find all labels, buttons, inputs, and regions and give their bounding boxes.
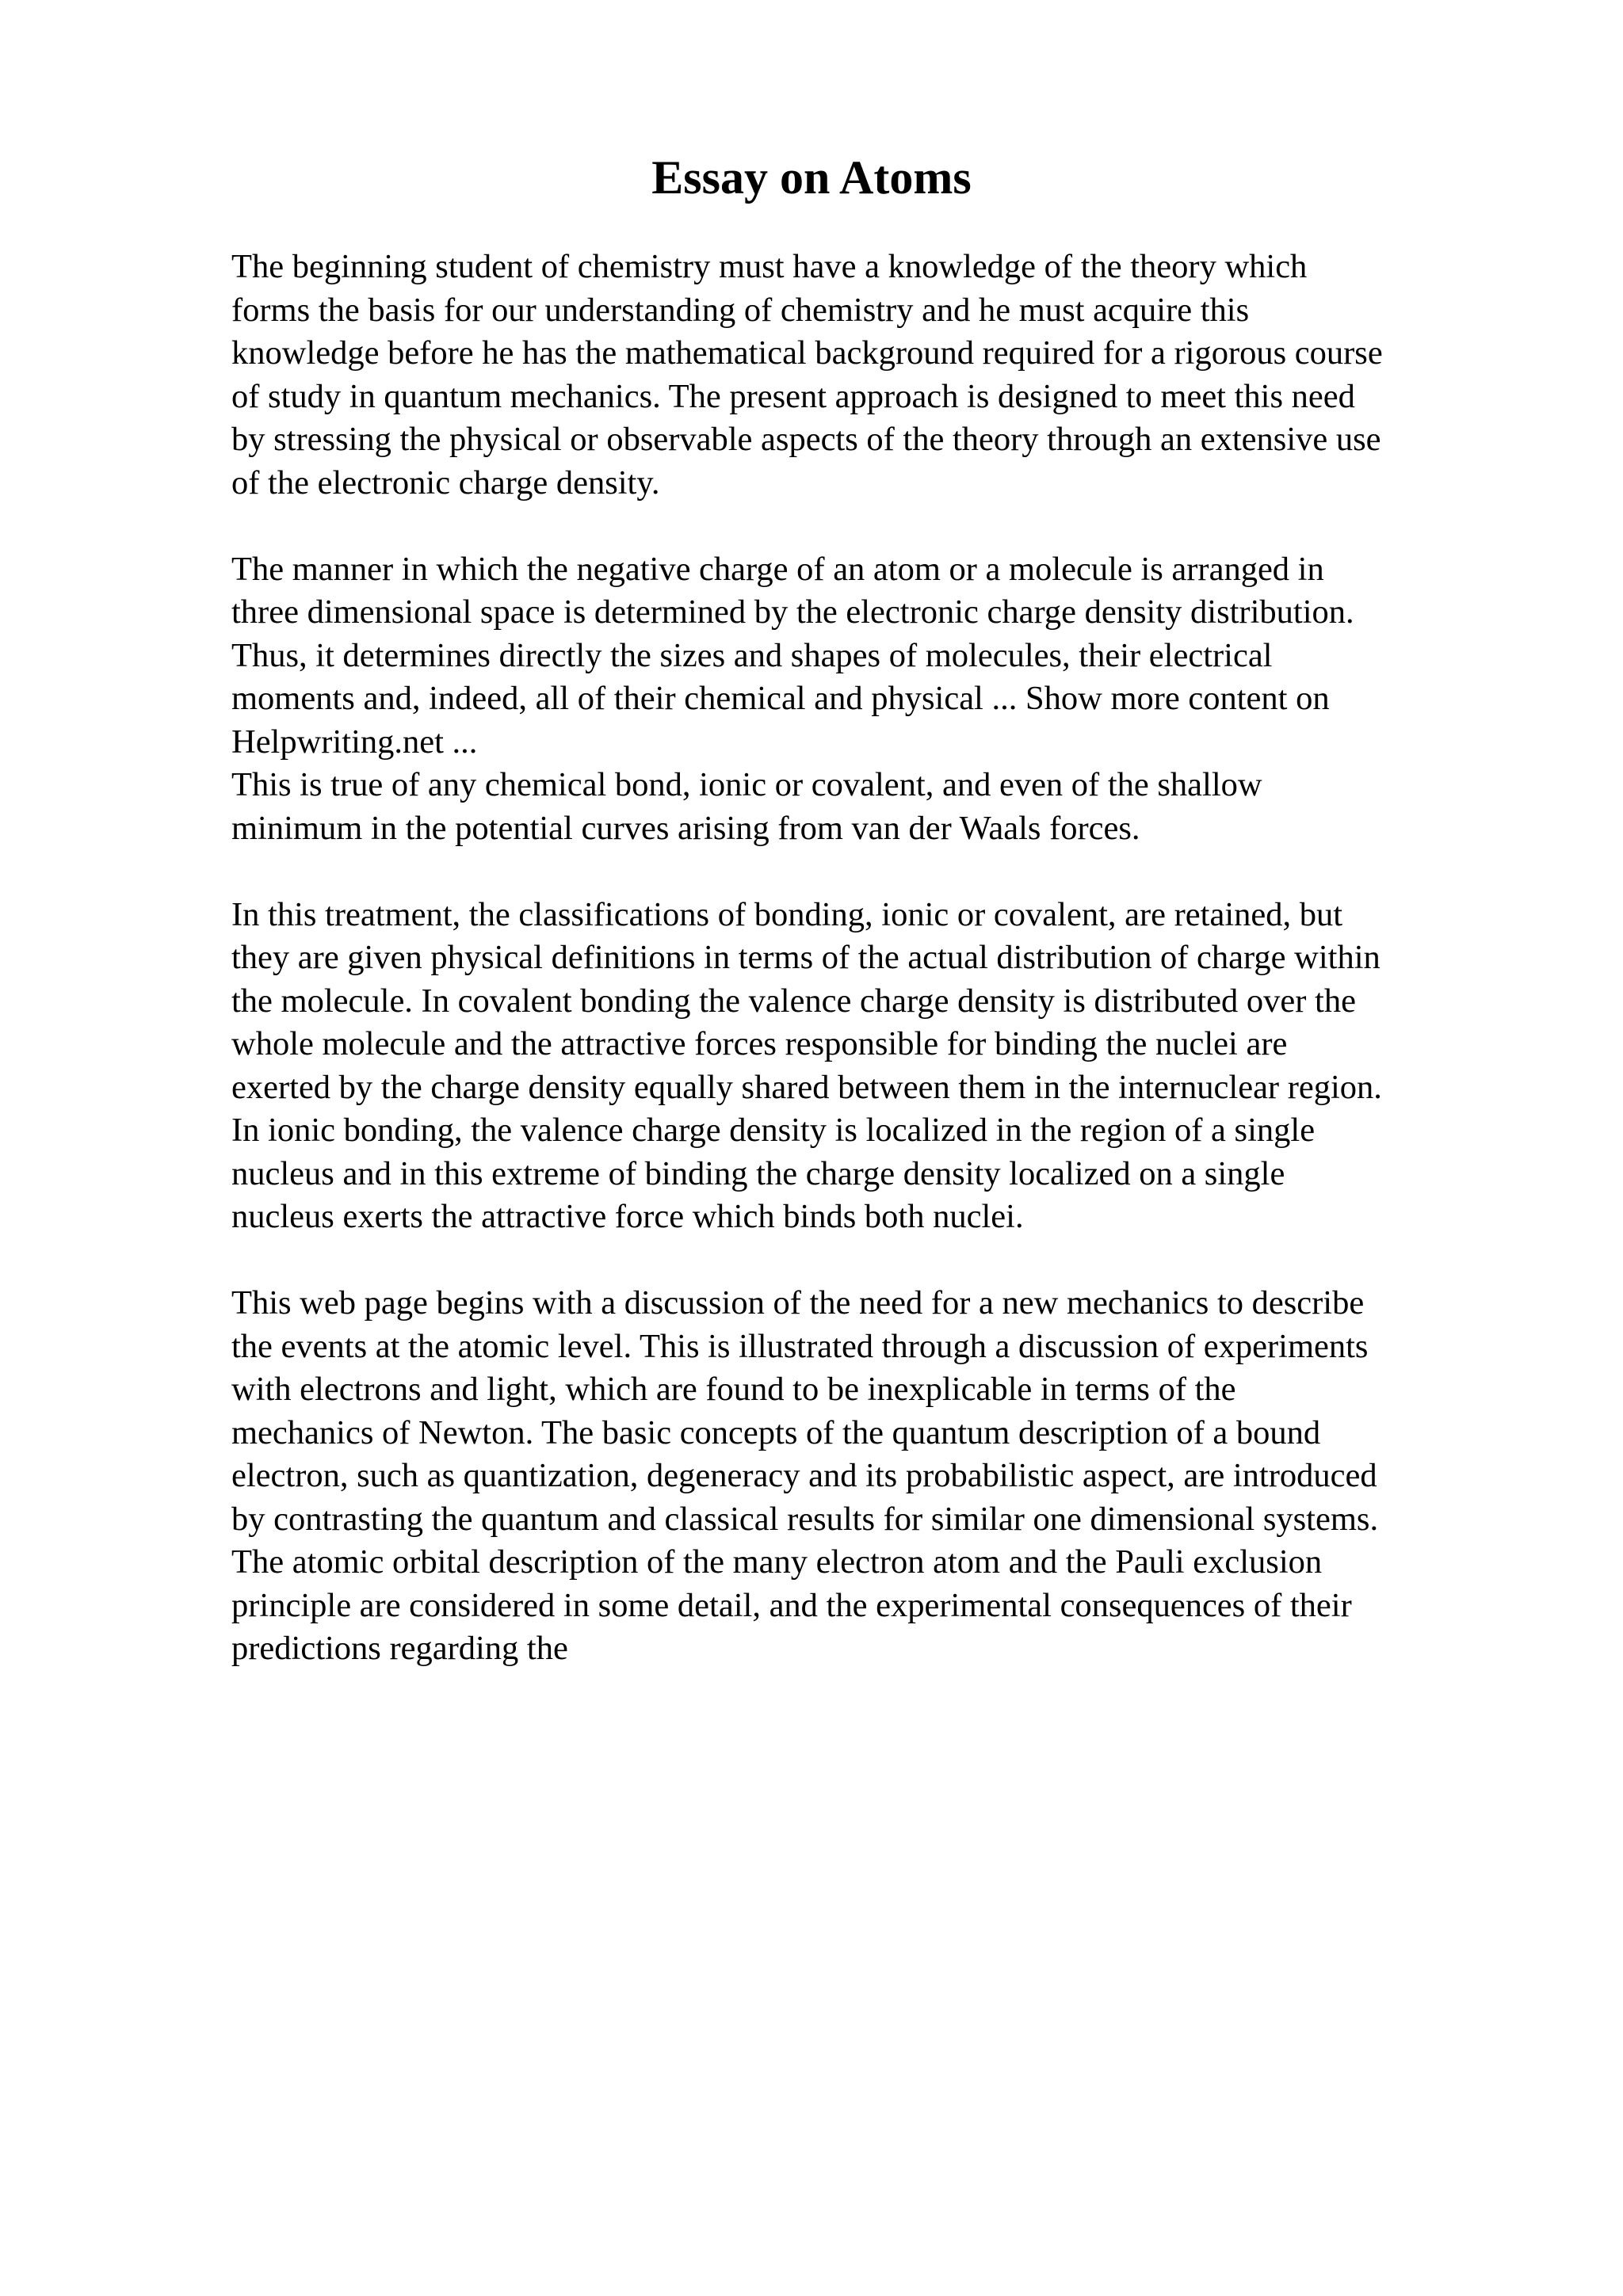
text-line: mechanics of Newton. The basic concepts of the quantum description of a bound <box>231 1413 1321 1451</box>
text-line: nucleus and in this extreme of binding the charge density localized on a single <box>231 1154 1285 1192</box>
paragraph-charge-distribution <box>231 548 1515 765</box>
text-line: Helpwriting.net ... <box>231 723 478 761</box>
text-line: they are given physical definitions in terms of the actual distribution of charge within <box>231 939 1381 976</box>
text-line: In ionic bonding, the valence charge density is localized in the region of a single <box>231 1112 1316 1149</box>
paragraph-intro <box>231 246 1515 505</box>
text-line: electron, such as quantization, degeneracy and its probabilistic aspect, are introduced <box>231 1457 1377 1494</box>
text-line: minimum in the potential curves arising from van der Waals forces. <box>231 809 1140 847</box>
text-line: of study in quantum mechanics. The present approach is designed to meet this need <box>231 377 1355 415</box>
text-line: by stressing the physical or observable aspects of the theory through an extensive use <box>231 421 1381 458</box>
text-line: In this treatment, the classifications of bonding, ionic or covalent, are retained, but <box>231 895 1343 933</box>
text-line: nucleus exerts the attractive force which binds both nuclei. <box>231 1198 1024 1235</box>
paragraph-new-mechanics <box>231 1282 1515 1671</box>
paragraph-chemical-bond <box>231 764 1515 850</box>
text-line: predictions regarding the <box>231 1630 568 1667</box>
text-line: The atomic orbital description of the many electron atom and the Pauli exclusion <box>231 1543 1323 1581</box>
text-line: exerted by the charge density equally shared between them in the internuclear region. <box>231 1068 1382 1106</box>
text-line: The beginning student of chemistry must have a knowledge of the theory which <box>231 248 1308 285</box>
text-line: This is true of any chemical bond, ionic or covalent, and even of the shallow <box>231 766 1262 803</box>
text-line: Thus, it determines directly the sizes and shapes of molecules, their electrical <box>231 636 1273 674</box>
text-line: with electrons and light, which are found to be inexplicable in terms of the <box>231 1371 1236 1408</box>
text-line: principle are considered in some detail, and the experimental consequences of their <box>231 1586 1352 1624</box>
text-line: knowledge before he has the mathematical background required for a rigorous course <box>231 334 1383 372</box>
document-title: Essay on Atoms <box>651 151 972 204</box>
text-line: The manner in which the negative charge of an atom or a molecule is arranged in <box>231 550 1324 588</box>
text-line: by contrasting the quantum and classical results for similar one dimensional systems. <box>231 1500 1379 1538</box>
text-line: three dimensional space is determined by the electronic charge density distribution. <box>231 593 1354 631</box>
document-body <box>231 246 1515 1671</box>
text-line: forms the basis for our understanding of chemistry and he must acquire this <box>231 291 1250 329</box>
text-line: the events at the atomic level. This is illustrated through a discussion of experiments <box>231 1327 1369 1365</box>
text-line: moments and, indeed, all of their chemical and physical ... Show more content on <box>231 680 1330 717</box>
paragraph-bonding-classification <box>231 894 1515 1239</box>
text-line: the molecule. In covalent bonding the valence charge density is distributed over the <box>231 982 1356 1020</box>
text-line: of the electronic charge density. <box>231 463 660 502</box>
text-line: whole molecule and the attractive forces responsible for binding the nuclei are <box>231 1025 1288 1062</box>
text-line: This web page begins with a discussion of the need for a new mechanics to describe <box>231 1284 1365 1322</box>
